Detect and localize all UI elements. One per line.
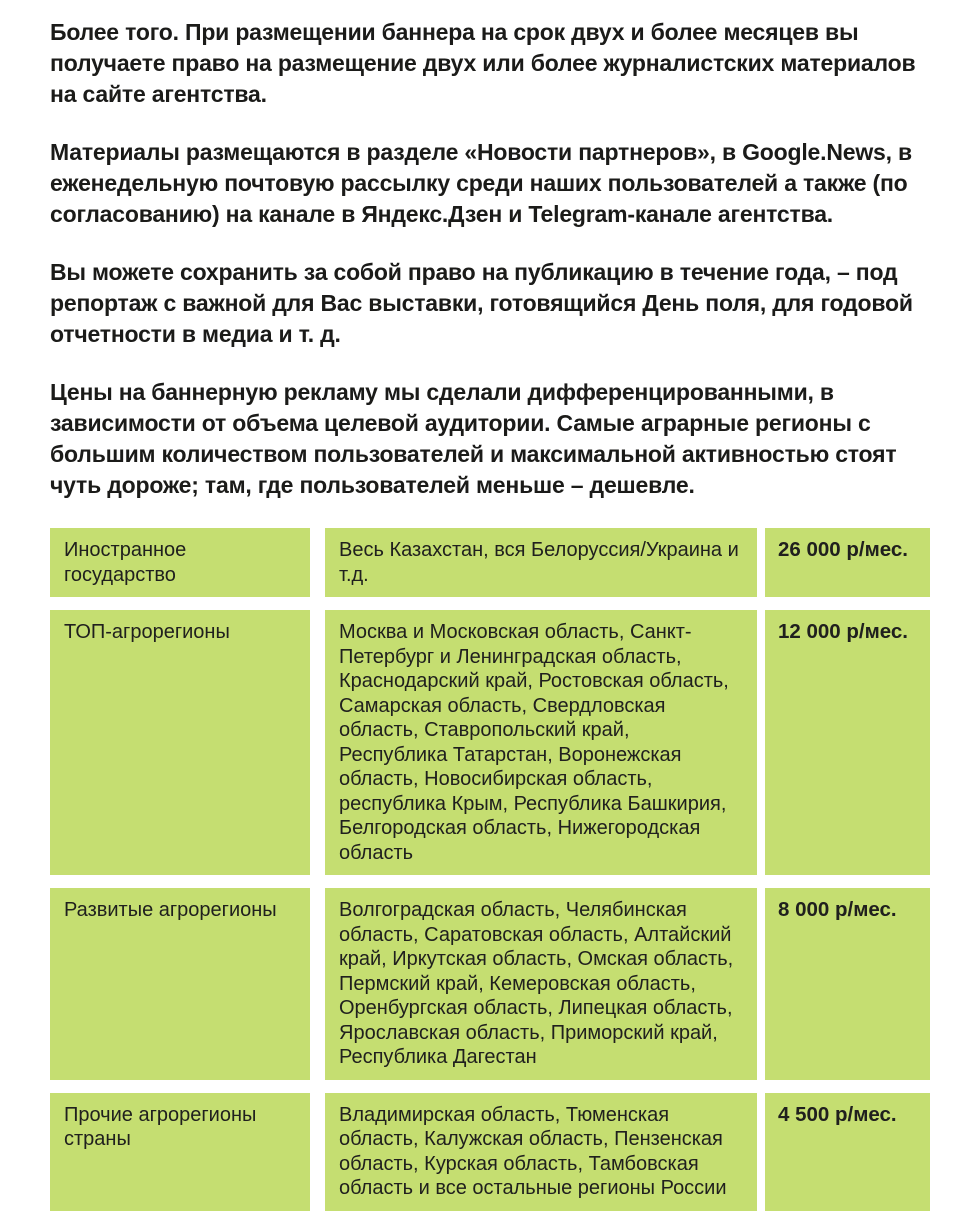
regions-cell: Волгоградская область, Челябинская область, Саратовская область, Алтайский край, Иркутская область, Омская область, Пермский край, Кемеровская область, Оренбургская область, Липецкая область, Ярославская область, Приморский край, Республика Дагестан (325, 888, 757, 1080)
paragraph-bonus-placement: Более того. При размещении баннера на срок двух и более месяцев вы получаете право на размещение двух или более журналистских материалов на сайте агентства. (50, 19, 916, 107)
paragraph-pricing-intro: Цены на баннерную рекламу мы сделали дифференцированными, в зависимости от объема целевой аудитории. Самые аграрные регионы с большим количеством пользователей и максимальной активностью стоят чуть дороже; там, где пользователей меньше – дешевле. (50, 379, 897, 498)
price-cell: 12 000 р/мес. (765, 610, 930, 875)
regions-cell: Весь Казахстан, вся Белоруссия/Украина и т.д. (325, 528, 757, 597)
regions-cell: Москва и Московская область, Санкт-Петербург и Ленинградская область, Краснодарский край, Ростовская область, Самарская область, Свердловская область, Ставропольский край, Республика Татарстан, Воронежская область, Новосибирская область, республика Крым, Республика Башкирия, Белгородская область, Нижегородская область (325, 610, 757, 875)
category-cell: Развитые агрорегионы (50, 888, 310, 1080)
price-cell: 26 000 р/мес. (765, 528, 930, 597)
category-cell: ТОП-агрорегионы (50, 610, 310, 875)
price-cell: 4 500 р/мес. (765, 1093, 930, 1211)
regions-cell: Владимирская область, Тюменская область, Калужская область, Пензенская область, Курская область, Тамбовская область и все остальные регионы России (325, 1093, 757, 1211)
category-cell: Прочие агрорегионы страны (50, 1093, 310, 1211)
pricing-row-developed-agro (50, 888, 942, 1080)
pricing-row-foreign (50, 528, 942, 597)
price-cell: 8 000 р/мес. (765, 888, 930, 1080)
pricing-row-top-agro (50, 610, 942, 875)
paragraph-materials-placement: Материалы размещаются в разделе «Новости партнеров», в Google.News, в еженедельную почтовую рассылку среди наших пользователей а также (по согласованию) на канале в Яндекс.Дзен и Telegram-канале агентства. (50, 139, 912, 227)
pricing-row-other-regions (50, 1093, 942, 1211)
paragraph-publication-right: Вы можете сохранить за собой право на публикацию в течение года, – под репортаж с важной для Вас выставки, готовящийся День поля, для годовой отчетности в медиа и т. д. (50, 259, 913, 347)
pricing-table (50, 528, 942, 1211)
category-cell: Иностранное государство (50, 528, 310, 597)
